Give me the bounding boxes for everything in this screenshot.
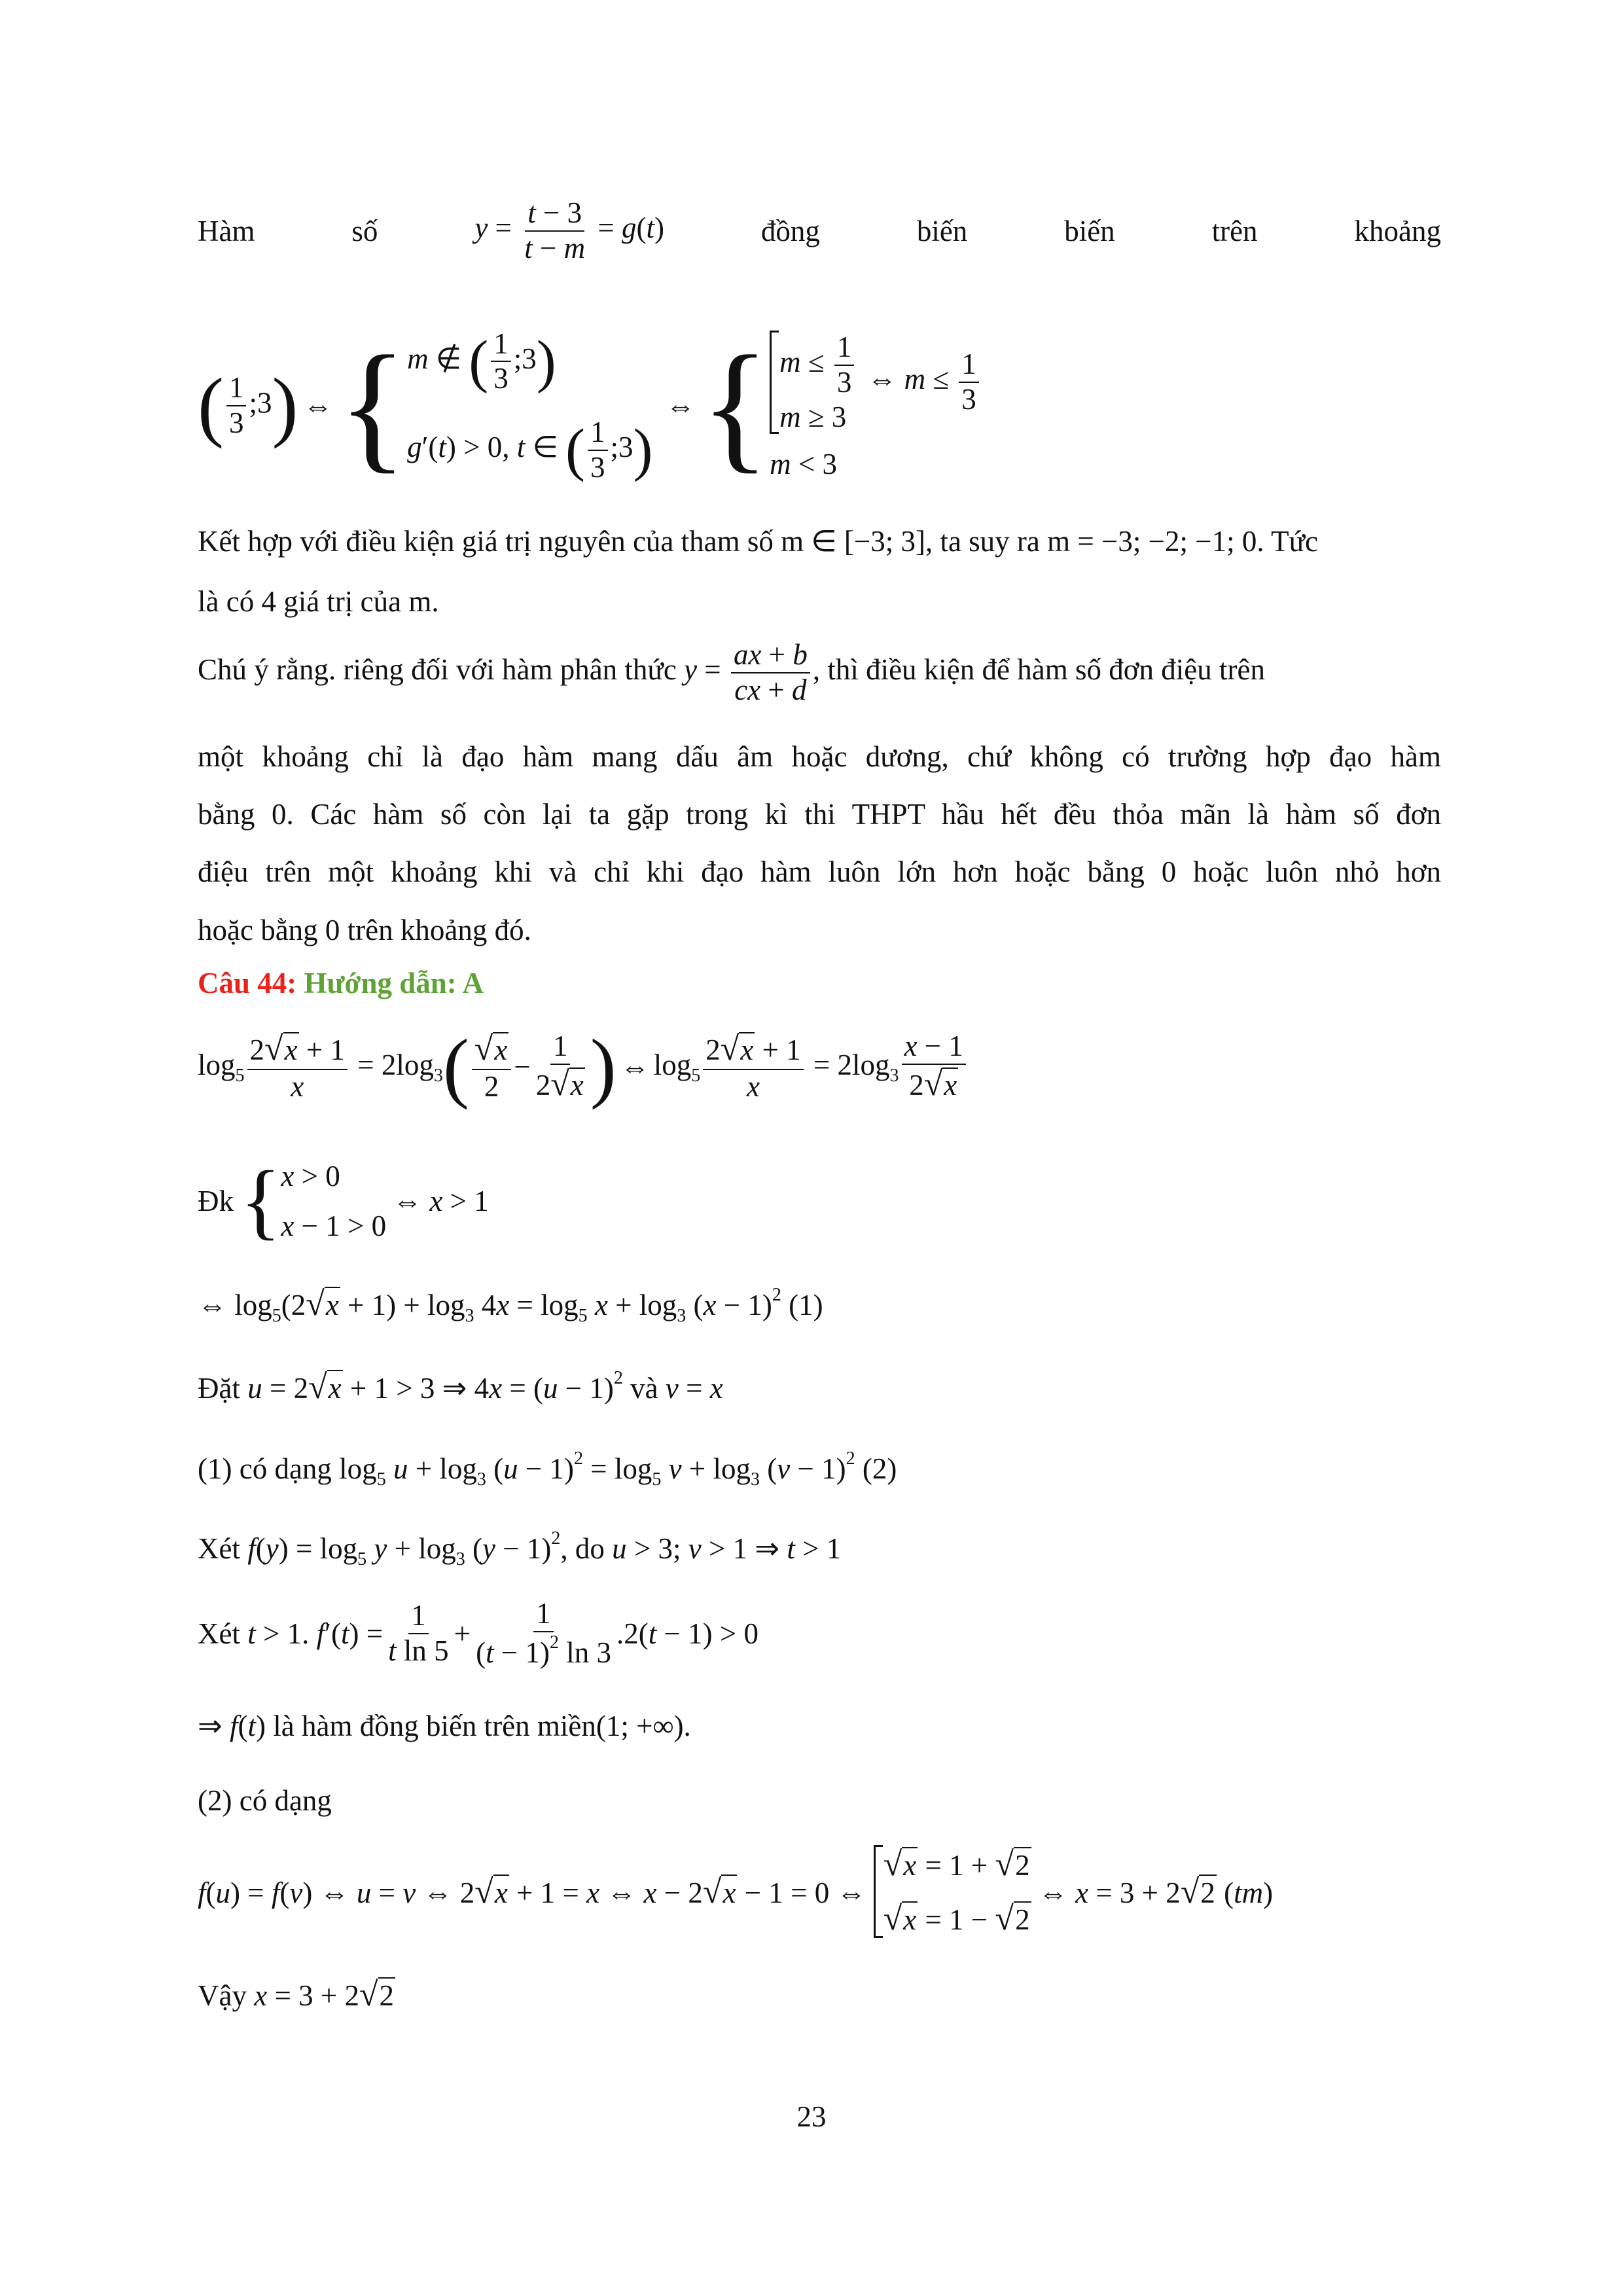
page-number: 23 (796, 2100, 827, 2133)
line-chu-y (198, 638, 1441, 708)
line-ket-hop: Kết hợp với điều kiện giá trị nguyên của tham số m ∈ [−3; 3], ta suy ra m = −3; −2; −1; 0. Tức (198, 525, 1318, 558)
para-line-2: bằng 0. Các hàm số còn lại ta gặp trong kì thi THPT hầu hết đều thỏa mãn là hàm số đơn (198, 798, 1441, 831)
line-la-co: là có 4 giá trị của m. (198, 585, 439, 618)
question-label: Câu 44: (198, 967, 297, 999)
word-dong: đồng (760, 214, 820, 247)
para-line-4: hoặc bằng 0 trên khoảng đó. (198, 914, 531, 946)
line-dong-bien: ⇒ f(t) là hàm đồng biến trên miền(1; +∞). (198, 1710, 691, 1742)
para-line-1: một khoảng chỉ là đạo hàm mang dấu âm hoặc dương, chứ không có trường hợp đạo hàm (198, 740, 1441, 773)
label-1-co-dang: (1) có dạng (198, 1452, 332, 1485)
bracket-roots: √x = 1 + √2 √x = 1 − √2 (874, 1845, 1031, 1938)
chu-y-start: Chú ý rằng. riêng đối với hàm phân thức (198, 653, 677, 687)
bracket-or: m ≤ $\frac{1}{3}$ m ≥ 3 (770, 331, 857, 434)
condition-system: ( $\frac{1}{3}$ ;3) ⇔ { m ∉ ( $\frac{1}{3}$ ;3) g′(t) > 0, t ∈ ( $\frac{1}{3}$ ;3) ⇔ { m ≤ $\frac{1}{3}$ m ≥ 3 ⇔ m ≤ $\frac{1}{3}$ m < 3 (198, 308, 982, 504)
word-so: số (351, 214, 378, 247)
chu-y-end: , thì điều kiện để hàm số đơn điệu trên (812, 653, 1265, 687)
line-vay: Vậy x = 3 + 2√2 (198, 1976, 395, 2013)
xet-t-label: Xét (198, 1617, 240, 1650)
condition-dk: Đk { x > 0 x − 1 > 0 ⇔ x > 1 (198, 1154, 489, 1248)
dat-label: Đặt (198, 1372, 240, 1405)
system-2: m ≤ $\frac{1}{3}$ m ≥ 3 ⇔ m ≤ $\frac{1}{3}$ m < 3 (770, 331, 982, 481)
system-1: m ∉ ( $\frac{1}{3}$ ;3) g′(t) > 0, t ∈ ( $\frac{1}{3}$ ;3) (407, 327, 653, 484)
answer-label: Hướng dẫn: A (304, 967, 484, 999)
line-xet-fy: Xét $f(y) = \log_5 y + \log_3 (y - 1)^2$, do u > 3; v > 1 ⇒ t > 1 (198, 1528, 842, 1570)
formula-y-gt: y = $\frac{t - 3}{t - m}$ = g(t) (474, 196, 664, 264)
vay-label: Vậy (198, 1979, 247, 2012)
va-label: và (630, 1372, 658, 1405)
word-ham: Hàm (198, 214, 255, 247)
line-1-co-dang: (1) có dạng $\log_5 u + \log_3 (u - 1)^2 = \log_5 v + \log_3 (v - 1)^2$ (2) (198, 1448, 897, 1490)
do-label: , do (560, 1532, 605, 1565)
question-header (198, 966, 484, 1000)
formula-phan-thuc: y = $\frac{ax + b}{cx + d}$ (684, 653, 813, 686)
line-ham-so (198, 196, 1441, 266)
interval-1-3: ( $\frac{1}{3}$ ;3) (198, 362, 298, 449)
equation-log-main: $\log_5$ $\frac{2√x + 1}{x}$ = $2\log_3$ ( $\frac{√x}{2}$ − $\frac{1}{2√x}$ ) ⇔ $\log_5$ $\frac{2√x + 1}{x}$ = $2\log_3$ $\frac{x - 1}{2√x}$ (198, 1028, 969, 1106)
word-bien2: biến (1064, 214, 1115, 247)
line-dat: Đặt u = 2√x + 1 > 3 ⇒ $4x = (u - 1)^2$ và v = x (198, 1368, 723, 1406)
word-tren: trên (1211, 214, 1258, 247)
word-khoang: khoảng (1354, 214, 1441, 247)
equation-1: ⇔ $\log_5(2√x + 1) + \log_3 4x = \log_5 x + \log_3 (x - 1)^2$ (1) (198, 1285, 823, 1326)
dk-label: Đk (198, 1185, 234, 1217)
dong-bien-text: là hàm đồng biến trên miền (273, 1710, 596, 1742)
para-line-3: điệu trên một khoảng khi và chỉ khi đạo hàm luôn lớn hơn hoặc bằng 0 hoặc luôn nhỏ hơn (198, 855, 1441, 888)
xet-label: Xét (198, 1532, 240, 1565)
line-2-co-dang: (2) có dạng (198, 1784, 332, 1817)
equation-final: f(u) = f(v) ⇔ u = v ⇔ 2√x + 1 = x ⇔ x − 2√x − 1 = 0 ⇔ √x = 1 + √2 √x = 1 − √2 ⇔ x = 3 + 2√2 (tm) (198, 1846, 1274, 1937)
line-xet-derivative: Xét t > 1. f′(t) = $\frac{1}{\text{t ln 5}}$ + $\frac{1}{(t - 1)^2 \ln 3}$ .2(t − 1) > 0 (198, 1597, 758, 1669)
word-bien1: biến (916, 214, 968, 247)
